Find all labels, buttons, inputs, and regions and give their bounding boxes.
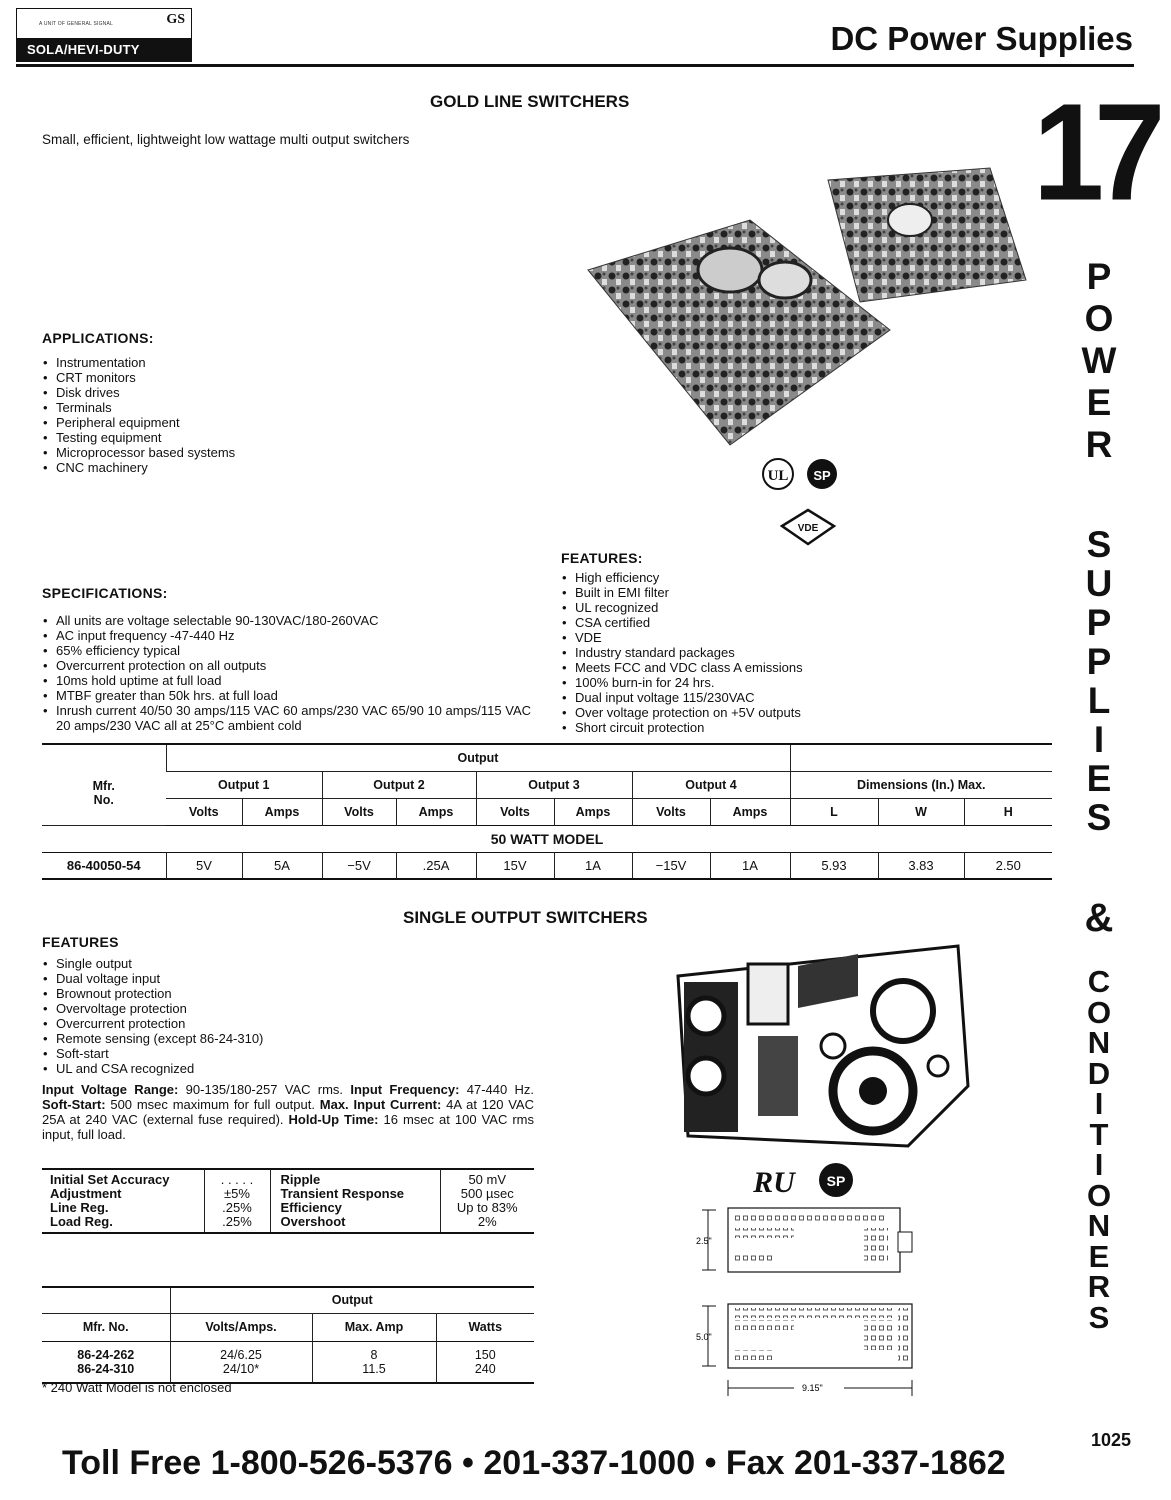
table-cell: −5V	[322, 852, 396, 879]
vertical-word-conditioners	[1069, 964, 1129, 1335]
list-item: • Instrumentation	[42, 355, 372, 370]
list-item: • Industry standard packages	[561, 645, 891, 660]
specifications-list	[42, 613, 537, 733]
spec-line: 86-24-310	[77, 1361, 135, 1376]
dimensions-header: Dimensions (In.) Max.	[790, 771, 1052, 798]
conditioners-letter: R	[1087, 1269, 1111, 1304]
volts-header: Volts	[188, 804, 219, 819]
supplies-letter: P	[1086, 641, 1112, 682]
spec-line: Efficiency	[280, 1200, 342, 1215]
sol-watts-values	[436, 1341, 534, 1383]
spec-line: Ripple	[280, 1172, 321, 1187]
amps-header: Amps	[396, 798, 476, 825]
supplies-letter: S	[1086, 797, 1112, 838]
features-heading: FEATURES:	[561, 550, 643, 566]
gl-ul-mark: UL	[767, 468, 789, 484]
spec-labels-right	[270, 1169, 440, 1233]
features-list	[561, 570, 891, 735]
list-item: • UL recognized	[561, 600, 891, 615]
spec-value: 90-135/180-257 VAC rms.	[178, 1082, 351, 1097]
spec-value: 500 msec maximum for full output.	[105, 1097, 320, 1112]
company-logo	[16, 8, 192, 62]
supplies-letter: E	[1086, 758, 1112, 799]
spec-term: Soft-Start:	[42, 1097, 106, 1112]
list-item: • Overcurrent protection on all outputs	[42, 658, 537, 673]
single-output-product-illustration	[648, 936, 978, 1154]
spec-values-right	[440, 1169, 534, 1233]
gold-line-subtitle: Small, efficient, lightweight low wattage multi output switchers	[42, 132, 410, 147]
spec-term: Hold-Up Time:	[288, 1112, 379, 1127]
spec-line: 8	[370, 1347, 378, 1362]
list-item: • 65% efficiency typical	[42, 643, 537, 658]
spec-line: 500 µsec	[460, 1186, 514, 1201]
table-cell: 1A	[710, 852, 790, 879]
spec-line: .25%	[222, 1200, 252, 1215]
list-item: • Dual voltage input	[42, 971, 382, 986]
list-item: • 100% burn-in for 24 hrs.	[561, 675, 891, 690]
model-label: 50 WATT MODEL	[490, 830, 604, 847]
list-item: • Built in EMI filter	[561, 585, 891, 600]
spec-line: Overshoot	[280, 1214, 346, 1229]
list-item: • Peripheral equipment	[42, 415, 372, 430]
supplies-letter: S	[1086, 524, 1112, 565]
spec-line: 11.5	[362, 1361, 386, 1376]
spec-term: Max. Input Current:	[319, 1097, 442, 1112]
sol-max-amp-header: Max. Amp	[312, 1313, 436, 1341]
list-item: • CNC machinery	[42, 460, 372, 475]
list-item: • Over voltage protection on +5V outputs	[561, 705, 891, 720]
section-number: 17	[1033, 75, 1156, 230]
table-cell: −15V	[632, 852, 710, 879]
conditioners-letter: S	[1088, 1299, 1110, 1335]
power-letter: R	[1085, 424, 1113, 465]
vertical-word-power	[1069, 258, 1129, 468]
ul-csa-cert-marks	[760, 456, 850, 498]
supplies-letter: P	[1086, 602, 1112, 643]
list-item: • Microprocessor based systems	[42, 445, 372, 460]
spec-line: ±5%	[224, 1186, 250, 1201]
spec-line: 50 mV	[468, 1172, 507, 1187]
list-item: • Brownout protection	[42, 986, 382, 1001]
footer-contact: Toll Free 1-800-526-5376 • 201-337-1000 • Fax 201-337-1862	[62, 1444, 1006, 1482]
spec-labels-left	[42, 1169, 204, 1233]
list-item: • Short circuit protection	[561, 720, 891, 735]
dim-h-header: H	[964, 798, 1052, 825]
amps-header: Amps	[710, 798, 790, 825]
mfr-no-header: Mfr. No.	[42, 744, 166, 825]
so-csa-mark: SP	[826, 1173, 846, 1189]
logo-mark: GS	[166, 12, 185, 27]
spec-line: Transient Response	[280, 1186, 405, 1201]
spec-line: Up to 83%	[456, 1200, 518, 1215]
gl-csa-mark: SP	[813, 468, 831, 483]
conditioners-letter: I	[1094, 1086, 1104, 1121]
list-item: • AC input frequency -47-440 Hz	[42, 628, 537, 643]
dim-w-header: W	[878, 798, 964, 825]
spec-line: 24/10*	[222, 1361, 260, 1376]
list-item: • MTBF greater than 50k hrs. at full load	[42, 688, 537, 703]
spec-line: Load Reg.	[50, 1214, 113, 1229]
conditioners-letter: O	[1086, 1177, 1112, 1213]
table-cell: 86-40050-54	[66, 857, 141, 873]
logo-small-text: A UNIT OF GENERAL SIGNAL	[39, 21, 113, 27]
table-cell: 1A	[554, 852, 632, 879]
list-item: • 10ms hold uptime at full load	[42, 673, 537, 688]
sol-watts-header: Watts	[436, 1313, 534, 1341]
list-item: • Terminals	[42, 400, 372, 415]
spec-term: Input Frequency:	[350, 1082, 460, 1097]
spec-line: Adjustment	[50, 1186, 122, 1201]
spec-line: 240	[474, 1361, 496, 1376]
list-item: • Overcurrent protection	[42, 1016, 382, 1031]
supplies-letter: I	[1093, 719, 1105, 760]
single-output-dimension-drawing	[694, 1204, 924, 1400]
spec-line: 24/6.25	[220, 1347, 262, 1362]
applications-heading: APPLICATIONS:	[42, 330, 154, 346]
volts-header: Volts	[322, 798, 396, 825]
single-features-heading: FEATURES	[42, 934, 119, 950]
spec-line: .25%	[222, 1214, 252, 1229]
list-item: • VDE	[561, 630, 891, 645]
single-output-model-table	[42, 1286, 534, 1384]
conditioners-letter: T	[1089, 1116, 1109, 1152]
conditioners-letter: O	[1086, 994, 1112, 1030]
list-item: • Remote sensing (except 86-24-310)	[42, 1031, 382, 1046]
table-cell: 15V	[476, 852, 554, 879]
dim-l-header: L	[790, 798, 878, 825]
spec-line: . . . . .	[220, 1172, 254, 1187]
list-item: • Inrush current 40/50 30 amps/115 VAC 60 amps/230 VAC 65/90 10 amps/115 VAC 20 amps/230 VAC all at 25°C ambient cold	[42, 703, 537, 733]
dim-width-label: 9.15"	[802, 1383, 823, 1393]
spec-line: Line Reg.	[50, 1200, 109, 1215]
logo-brand: SOLA/HEVI-DUTY	[17, 38, 191, 61]
vertical-ampersand: &	[1084, 896, 1114, 940]
list-item: • Dual input voltage 115/230VAC	[561, 690, 891, 705]
supplies-letter: L	[1087, 680, 1111, 721]
conditioners-letter: E	[1088, 1238, 1110, 1274]
gold-line-product-photo	[580, 160, 1030, 450]
list-item: • High efficiency	[561, 570, 891, 585]
volts-header: Volts	[632, 798, 710, 825]
single-features-list	[42, 956, 382, 1076]
table-cell: .25A	[396, 852, 476, 879]
list-item: • Soft-start	[42, 1046, 382, 1061]
output-1-header: Output 1	[218, 777, 270, 792]
spec-values-left	[204, 1169, 270, 1233]
amps-header: Amps	[242, 798, 322, 825]
table-row	[42, 852, 1052, 879]
gold-line-title: GOLD LINE SWITCHERS	[430, 92, 630, 111]
spec-line: 86-24-262	[77, 1347, 135, 1362]
sol-mfr-header: Mfr. No.	[82, 1320, 129, 1334]
spec-line: 2%	[477, 1214, 497, 1229]
amps-header: Amps	[554, 798, 632, 825]
table-cell: 5A	[242, 852, 322, 879]
page-number: 1025	[1090, 1430, 1131, 1450]
single-output-cert-marks	[744, 1160, 864, 1204]
applications-list	[42, 355, 372, 475]
output-4-header: Output 4	[632, 771, 790, 798]
power-letter: W	[1081, 340, 1117, 381]
list-item: • Meets FCC and VDC class A emissions	[561, 660, 891, 675]
power-letter: E	[1086, 382, 1112, 423]
single-output-description	[42, 1082, 534, 1142]
list-item: • UL and CSA recognized	[42, 1061, 382, 1076]
single-output-title: SINGLE OUTPUT SWITCHERS	[403, 908, 648, 927]
list-item: • CSA certified	[561, 615, 891, 630]
list-item: • Single output	[42, 956, 382, 971]
spec-value: 47-440 Hz.	[459, 1082, 534, 1097]
spec-value: 16 msec at 100 VAC rms input, full load.	[42, 1112, 534, 1142]
spec-line: Initial Set Accuracy	[50, 1172, 170, 1187]
supplies-letter: U	[1085, 563, 1113, 604]
gold-line-spec-table	[42, 743, 1052, 880]
table-cell: 5V	[166, 852, 242, 879]
spec-value: 4A at 120 VAC 25A at 240 VAC (external fuse required).	[42, 1097, 534, 1127]
list-item: • All units are voltage selectable 90-130VAC/180-260VAC	[42, 613, 537, 628]
spec-term: Input Voltage Range:	[42, 1082, 179, 1097]
sol-output-header: Output	[170, 1287, 534, 1313]
spec-line: 150	[474, 1347, 496, 1362]
vertical-word-supplies	[1069, 526, 1129, 838]
gl-vde-mark: VDE	[797, 523, 819, 534]
footnote: * 240 Watt Model is not enclosed	[42, 1380, 232, 1395]
conditioners-letter: D	[1087, 1055, 1111, 1091]
power-letter: O	[1084, 298, 1114, 339]
page-title: DC Power Supplies	[830, 20, 1133, 57]
output-3-header: Output 3	[476, 771, 632, 798]
list-item: • Overvoltage protection	[42, 1001, 382, 1016]
sol-mfr-values	[42, 1341, 170, 1383]
output-header: Output	[166, 744, 790, 771]
single-output-spec-table	[42, 1168, 534, 1234]
list-item: • Testing equipment	[42, 430, 372, 445]
vde-cert-mark	[778, 506, 838, 548]
sol-max-amp-values	[312, 1341, 436, 1383]
list-item: • Disk drives	[42, 385, 372, 400]
conditioners-letter: N	[1087, 1025, 1111, 1060]
table-cell: 3.83	[878, 852, 964, 879]
dim-height-label: 2.5"	[696, 1236, 712, 1246]
dim-depth-label: 5.0"	[696, 1332, 712, 1342]
conditioners-letter: N	[1087, 1208, 1111, 1243]
output-2-header: Output 2	[322, 771, 476, 798]
volts-header: Volts	[476, 798, 554, 825]
conditioners-letter: I	[1094, 1147, 1104, 1182]
table-cell: 5.93	[790, 852, 878, 879]
table-cell: 2.50	[964, 852, 1052, 879]
list-item: • CRT monitors	[42, 370, 372, 385]
sol-volts-values	[170, 1341, 312, 1383]
conditioners-letter: C	[1087, 964, 1111, 999]
power-letter: P	[1086, 256, 1112, 297]
header-rule	[16, 64, 1134, 67]
so-ul-mark: RU	[753, 1166, 795, 1199]
specifications-heading: SPECIFICATIONS:	[42, 585, 168, 601]
sol-volts-header: Volts/Amps.	[170, 1313, 312, 1341]
